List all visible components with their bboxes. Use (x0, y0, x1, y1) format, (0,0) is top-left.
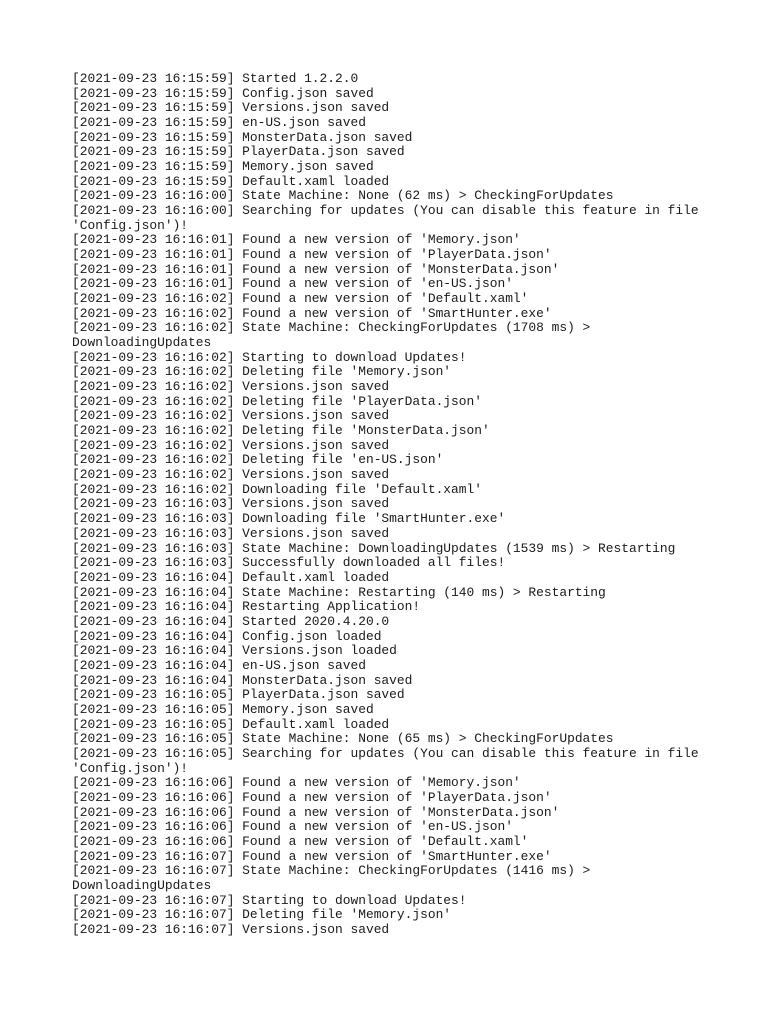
log-line: [2021-09-23 16:16:02] Starting to download Updates! (72, 349, 467, 365)
log-line: [2021-09-23 16:16:02] Versions.json saved (72, 467, 390, 483)
log-line: 'Config.json')! (72, 760, 189, 776)
log-line: [2021-09-23 16:16:06] Found a new version of 'Default.xaml' (72, 833, 529, 849)
log-line: [2021-09-23 16:16:04] Versions.json loaded (72, 643, 397, 659)
log-text (72, 72, 712, 938)
log-line: [2021-09-23 16:16:03] Successfully downloaded all files! (72, 555, 506, 571)
log-line: [2021-09-23 16:15:59] Versions.json saved (72, 100, 390, 116)
log-line: [2021-09-23 16:16:02] Found a new version of 'Default.xaml' (72, 291, 529, 307)
log-line: DownloadingUpdates (72, 877, 212, 893)
log-line: [2021-09-23 16:16:07] Versions.json saved (72, 921, 390, 937)
log-line: [2021-09-23 16:16:05] State Machine: None (65 ms) > CheckingForUpdates (72, 731, 614, 747)
log-line: DownloadingUpdates (72, 335, 212, 351)
log-line: [2021-09-23 16:16:05] Default.xaml loaded (72, 716, 390, 732)
log-line: [2021-09-23 16:16:07] Found a new version of 'SmartHunter.exe' (72, 848, 552, 864)
log-line: [2021-09-23 16:16:02] Deleting file 'Memory.json' (72, 364, 452, 380)
log-line: [2021-09-23 16:16:02] Found a new version of 'SmartHunter.exe' (72, 305, 552, 321)
log-line: [2021-09-23 16:15:59] Config.json saved (72, 85, 374, 101)
log-line: [2021-09-23 16:16:02] Versions.json saved (72, 379, 390, 395)
log-line: [2021-09-23 16:16:05] Searching for updates (You can disable this feature in file (72, 745, 699, 761)
log-line: [2021-09-23 16:16:02] Downloading file 'Default.xaml' (72, 481, 482, 497)
log-line: [2021-09-23 16:16:07] Starting to download Updates! (72, 892, 467, 908)
log-line: [2021-09-23 16:16:03] State Machine: DownloadingUpdates (1539 ms) > Restarting (72, 540, 676, 556)
log-line: [2021-09-23 16:15:59] Started 1.2.2.0 (72, 71, 359, 86)
log-line: [2021-09-23 16:16:03] Versions.json saved (72, 496, 390, 512)
log-line: [2021-09-23 16:16:02] State Machine: CheckingForUpdates (1708 ms) > (72, 320, 591, 336)
log-line: [2021-09-23 16:16:03] Versions.json saved (72, 525, 390, 541)
log-line: [2021-09-23 16:16:01] Found a new version of 'Memory.json' (72, 232, 521, 248)
log-line: [2021-09-23 16:16:04] en-US.json saved (72, 657, 366, 673)
log-line: [2021-09-23 16:15:59] MonsterData.json saved (72, 129, 413, 145)
log-line: [2021-09-23 16:16:02] Deleting file 'PlayerData.json' (72, 393, 482, 409)
log-line: [2021-09-23 16:16:01] Found a new version of 'PlayerData.json' (72, 247, 552, 263)
log-line: [2021-09-23 16:16:03] Downloading file 'SmartHunter.exe' (72, 511, 506, 527)
log-line: [2021-09-23 16:16:01] Found a new version of 'MonsterData.json' (72, 261, 560, 277)
log-line: [2021-09-23 16:16:06] Found a new version of 'MonsterData.json' (72, 804, 560, 820)
log-line: [2021-09-23 16:16:04] Config.json loaded (72, 628, 382, 644)
log-line: [2021-09-23 16:16:06] Found a new version of 'PlayerData.json' (72, 789, 552, 805)
log-line: [2021-09-23 16:16:02] Deleting file 'MonsterData.json' (72, 423, 490, 439)
log-line: [2021-09-23 16:16:04] Default.xaml loaded (72, 569, 390, 585)
log-line: [2021-09-23 16:16:07] Deleting file 'Memory.json' (72, 907, 452, 923)
log-line: [2021-09-23 16:16:00] State Machine: None (62 ms) > CheckingForUpdates (72, 188, 614, 204)
log-line: [2021-09-23 16:16:04] MonsterData.json saved (72, 672, 413, 688)
log-line: [2021-09-23 16:16:06] Found a new version of 'Memory.json' (72, 775, 521, 791)
log-line: [2021-09-23 16:16:06] Found a new version of 'en-US.json' (72, 819, 513, 835)
log-line: 'Config.json')! (72, 217, 189, 233)
document-page (72, 72, 712, 938)
log-line: [2021-09-23 16:16:04] Started 2020.4.20.0 (72, 613, 390, 629)
log-line: [2021-09-23 16:16:02] Deleting file 'en-US.json' (72, 452, 444, 468)
log-line: [2021-09-23 16:15:59] Default.xaml loaded (72, 173, 390, 189)
log-line: [2021-09-23 16:15:59] en-US.json saved (72, 115, 366, 131)
log-line: [2021-09-23 16:16:05] PlayerData.json saved (72, 687, 405, 703)
log-line: [2021-09-23 16:16:02] Versions.json saved (72, 408, 390, 424)
log-line: [2021-09-23 16:16:00] Searching for updates (You can disable this feature in file (72, 203, 699, 219)
log-line: [2021-09-23 16:16:04] Restarting Application! (72, 599, 421, 615)
log-line: [2021-09-23 16:16:02] Versions.json saved (72, 437, 390, 453)
log-line: [2021-09-23 16:15:59] PlayerData.json saved (72, 144, 405, 160)
log-line: [2021-09-23 16:15:59] Memory.json saved (72, 159, 374, 175)
log-line: [2021-09-23 16:16:05] Memory.json saved (72, 701, 374, 717)
log-line: [2021-09-23 16:16:04] State Machine: Restarting (140 ms) > Restarting (72, 584, 606, 600)
log-line: [2021-09-23 16:16:01] Found a new version of 'en-US.json' (72, 276, 513, 292)
log-line: [2021-09-23 16:16:07] State Machine: CheckingForUpdates (1416 ms) > (72, 863, 591, 879)
